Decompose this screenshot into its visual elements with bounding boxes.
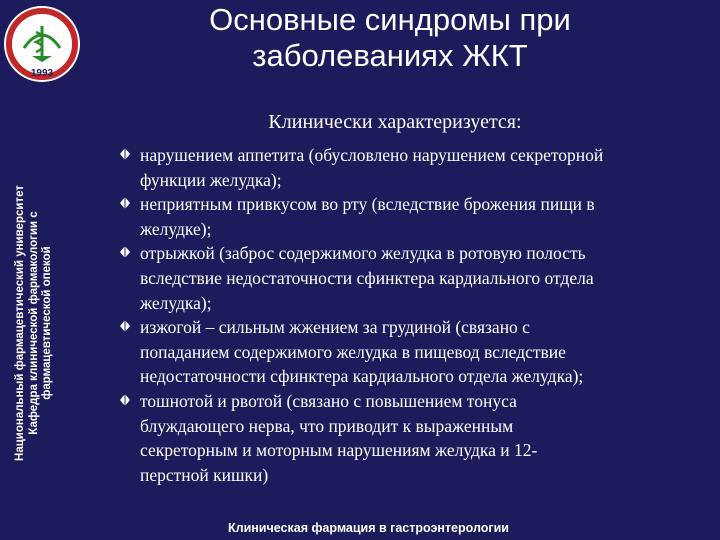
list-item-line: желудка); [140, 292, 212, 313]
list-item-line: вследствие недостаточности сфинктера кардиального отдела [140, 267, 594, 288]
list-item [118, 315, 698, 389]
list-item-line: блуждающего нерва, что приводит к выраженным [140, 415, 514, 436]
list-item [118, 192, 698, 241]
diamond-bullet-icon [118, 143, 132, 167]
page-title-line-2: заболеваниях ЖКТ [252, 38, 528, 73]
diamond-bullet-icon [118, 315, 132, 339]
list-item-line: желудке); [140, 218, 212, 239]
list-item-line: функции желудка); [140, 169, 282, 190]
logo-year: 1993 [30, 68, 54, 79]
symptom-list [118, 143, 698, 487]
department-name-line-2: фармацевтической опекой [41, 246, 53, 400]
list-item-line: тошнотой и рвотой (связано с повышением тонуса [140, 390, 517, 411]
list-item-line: нарушением аппетита (обусловлено нарушением секреторной [140, 145, 604, 165]
university-name: Национальный фармацевтический университет [14, 185, 26, 461]
page-title [130, 2, 650, 74]
section-subheading: Клинически характеризуется: [268, 111, 522, 133]
list-item-line: попаданием содержимого желудка в пищевод вследствие [140, 341, 566, 362]
list-item-line: изжогой – сильным жжением за грудиной (связано с [140, 317, 530, 338]
footer-caption: Клиническая фармация в гастроэнтерологии [228, 521, 509, 535]
list-item-line: отрыжкой (заброс содержимого желудка в ротовую полость [140, 243, 586, 264]
diamond-bullet-icon [118, 192, 132, 216]
department-name-line-1: Кафедра клинической фармакологии с [27, 211, 40, 435]
page-title-line-1: Основные синдромы при [209, 2, 571, 37]
list-item [118, 389, 698, 487]
list-item-line: секреторным и моторным нарушениям желудка и 12- [140, 440, 538, 461]
list-item-line: перстной кишки) [140, 464, 269, 485]
university-caption [14, 128, 55, 518]
diamond-bullet-icon [118, 241, 132, 265]
diamond-bullet-icon [118, 389, 132, 413]
list-item-line: неприятным привкусом во рту (вследствие брожения пищи в [140, 194, 595, 215]
symptom-list-container [118, 143, 698, 487]
list-item-line: недостаточности сфинктера кардиального отдела желудка); [140, 366, 584, 387]
university-logo [2, 4, 82, 84]
list-item [118, 241, 698, 315]
list-item [118, 143, 698, 192]
